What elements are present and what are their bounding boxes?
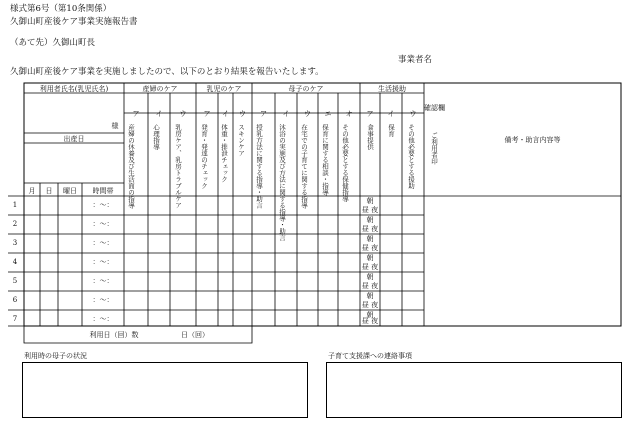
row-number: 7 — [12, 315, 18, 323]
infant-care-header: 乳児のケア — [206, 85, 242, 93]
birth-date-label: 出産日 — [63, 135, 85, 143]
row-meal-breakfast[interactable]: 朝 — [366, 197, 374, 205]
col-letter-l-u: ウ — [409, 110, 417, 118]
desc-maternal-rest: 産婦の休養及び生活面の指導 — [127, 124, 135, 209]
row-meal-breakfast[interactable]: 朝 — [366, 273, 374, 281]
row-number: 4 — [12, 258, 18, 266]
col-letter-c-a: ア — [260, 110, 267, 118]
form-number: 様式第6号（第10条関係） — [10, 4, 112, 14]
col-letter-i-a: ア — [203, 110, 211, 118]
col-letter-c-i: イ — [282, 110, 290, 118]
col-letter-m-a: ア — [132, 110, 140, 118]
row-meal-lunch-dinner[interactable]: 昼 夜 — [361, 263, 379, 271]
desc-meal-provision: 食事提供 — [366, 124, 374, 150]
support-contact-label: 子育て支援課への連絡事項 — [328, 352, 412, 360]
row-time-slot[interactable]: ：～： — [92, 296, 114, 304]
maternal-care-header: 産婦のケア — [142, 85, 178, 93]
desc-other-support: その他必要とする援助 — [407, 124, 415, 189]
row-number: 6 — [12, 296, 18, 304]
row-number: 3 — [12, 239, 18, 247]
row-meal-lunch-dinner[interactable]: 昼 夜 — [361, 317, 379, 325]
row-number: 2 — [12, 220, 18, 228]
desc-psych-guidance: 心理指導 — [152, 124, 160, 150]
col-letter-i-u: ウ — [239, 110, 246, 118]
support-contact-box[interactable] — [326, 362, 622, 418]
desc-breast-care: 乳房ケア、乳房トラブルケア — [174, 124, 182, 209]
mother-child-care-header: 母子のケア — [288, 85, 324, 93]
user-name-label: 利用者氏名(乳児氏名) — [39, 85, 109, 93]
desc-bathing-guidance: 沐浴の実施及び方法に関する指導・助言 — [278, 124, 286, 241]
col-letter-c-u: ウ — [304, 110, 311, 118]
desc-other-health: その他必要とする保健指導 — [341, 124, 349, 202]
desc-weight-check: 体重・排泄チェック — [220, 124, 228, 183]
row-number: 1 — [12, 201, 18, 209]
col-letter-c-o: オ — [345, 110, 353, 118]
day-header: 日 — [45, 187, 53, 195]
desc-user-seal: ご利用者印 — [430, 132, 438, 165]
row-time-slot[interactable]: ：～： — [92, 201, 114, 209]
desc-feeding-guidance: 授乳方法に関する指導・助言 — [255, 124, 263, 209]
col-letter-m-u: ウ — [179, 110, 187, 118]
row-meal-breakfast[interactable]: 朝 — [366, 311, 374, 319]
mother-child-status-label: 利用時の母子の状況 — [24, 352, 87, 360]
life-support-header: 生活援助 — [378, 85, 406, 93]
row-meal-lunch-dinner[interactable]: 昼 夜 — [361, 282, 379, 290]
row-time-slot[interactable]: ：～： — [92, 315, 114, 323]
desc-skin-care: スキンケア — [237, 124, 245, 157]
row-time-slot[interactable]: ：～： — [92, 220, 114, 228]
form-title: 久御山町産後ケア事業実施報告書 — [10, 17, 138, 27]
desc-development-check: 発育・発達のチェック — [200, 124, 208, 189]
mother-child-status-box[interactable] — [22, 362, 308, 418]
col-letter-m-i: イ — [155, 110, 163, 118]
row-meal-lunch-dinner[interactable]: 昼 夜 — [361, 301, 379, 309]
report-statement: 久御山町産後ケア事業を実施しましたので、以下のとおり結果を報告いたします。 — [10, 67, 324, 77]
desc-home-parenting: 在宅での子育てに関する指導 — [300, 124, 308, 209]
usage-count-label: 利用日（回）数 — [89, 331, 139, 339]
row-meal-breakfast[interactable]: 朝 — [366, 292, 374, 300]
col-letter-l-a: ア — [366, 110, 374, 118]
row-number: 5 — [12, 277, 18, 285]
addressee: （あて先）久御山町長 — [10, 38, 96, 48]
desc-childcare-consult: 保育に関する相談・指導 — [321, 124, 329, 196]
row-meal-breakfast[interactable]: 朝 — [366, 235, 374, 243]
desc-childcare: 保育 — [387, 124, 395, 137]
time-slot-header: 時間帯 — [92, 187, 114, 195]
month-header: 月 — [28, 187, 36, 195]
sama-suffix: 様 — [111, 122, 119, 130]
confirm-header: 確認欄 — [424, 104, 445, 112]
remarks-header: 備考・助言内容等 — [504, 136, 561, 144]
row-time-slot[interactable]: ：～： — [92, 258, 114, 266]
col-letter-l-i: イ — [387, 110, 395, 118]
row-meal-lunch-dinner[interactable]: 昼 夜 — [361, 206, 379, 214]
business-name-label: 事業者名 — [398, 55, 433, 65]
row-meal-breakfast[interactable]: 朝 — [366, 254, 374, 262]
row-time-slot[interactable]: ：～： — [92, 277, 114, 285]
row-meal-breakfast[interactable]: 朝 — [366, 216, 374, 224]
row-meal-lunch-dinner[interactable]: 昼 夜 — [361, 225, 379, 233]
usage-count-unit: 日（回） — [181, 331, 209, 339]
row-time-slot[interactable]: ：～： — [92, 239, 114, 247]
col-letter-c-e: エ — [324, 110, 332, 118]
row-meal-lunch-dinner[interactable]: 昼 夜 — [361, 244, 379, 252]
weekday-header: 曜日 — [63, 187, 77, 195]
col-letter-i-i: イ — [222, 110, 229, 118]
